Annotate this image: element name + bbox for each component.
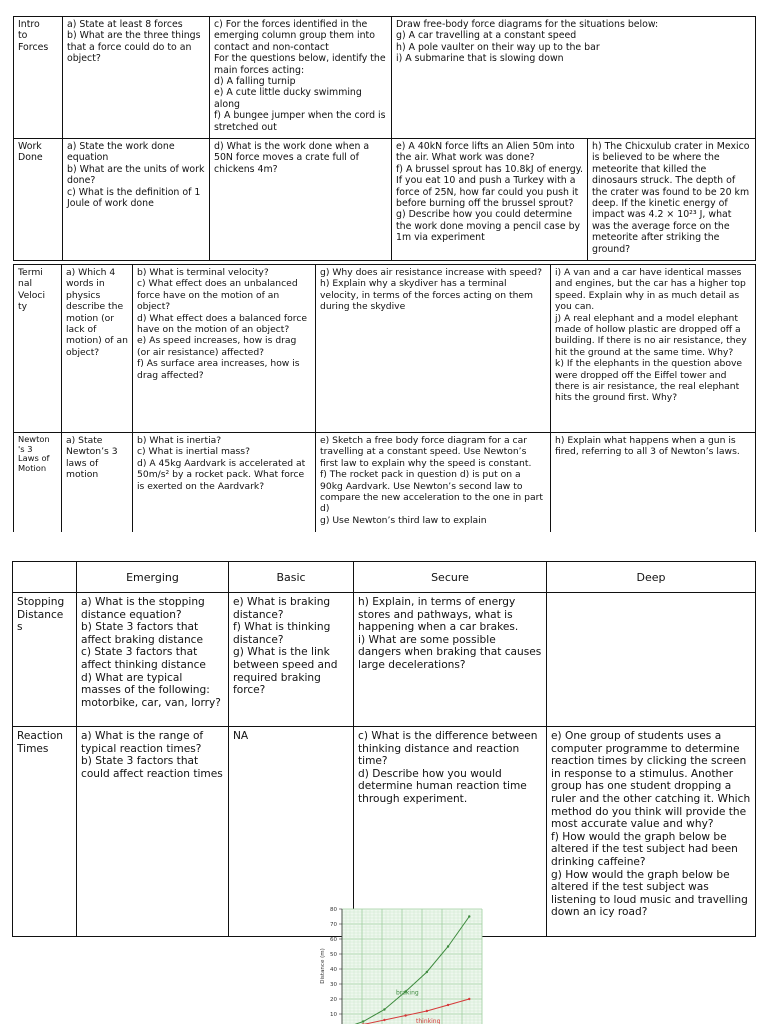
y-tick-label: 60 <box>330 937 337 943</box>
data-point-thinking <box>383 1019 385 1021</box>
newton-deep-questions: h) Explain what happens when a gun is fired, referring to all 3 of Newton’s laws. <box>551 433 756 533</box>
data-point-thinking <box>426 1010 428 1012</box>
data-point-braking <box>426 971 428 973</box>
intro-emerging-questions: a) State at least 8 forces b) What are the three things that a force could do to an object? <box>63 17 210 139</box>
work-done-table <box>13 138 756 261</box>
terminal-basic-questions: b) What is terminal velocity? c) What effect does an unbalanced force have on the motion of an object? d) What effect does a balanced force have on the motion of an object? e) As speed increases, how is drag (or air resistance) affected? f) As surface area increases, how is drag affected? <box>133 265 316 433</box>
stopping-distance-graph <box>316 904 488 1024</box>
y-tick-label: 30 <box>330 982 337 988</box>
header-emerging: Emerging <box>77 562 229 593</box>
terminal-emerging-questions: a) Which 4 words in physics describe the motion (or lack of motion) of an object? <box>62 265 133 433</box>
terminal-newton-section <box>13 264 758 532</box>
newton-secure-questions: e) Sketch a free body force diagram for a car travelling at a constant speed. Use Newton’s first law to explain why the speed is constant. f) The rocket pack in question d) is put on a 90kg Aardvark. Use Newton’s second law to compare the new acceleration to the one in part d) g) Use Newton’s third law to explain <box>316 433 551 533</box>
series-label-braking: braking <box>396 989 419 997</box>
y-tick-label: 70 <box>330 922 337 928</box>
terminal-deep-questions: i) A van and a car have identical masses and engines, but the car has a higher top speed. Explain why in as much detail as you can. j) A real elephant and a model elephant made of hollow plastic are dropped off a building. If there is no air resistance, they hit the ground at the same time. Why? k) If the elephants in the question above were dropped off the Eiffel tower and there is air resistance, the real elephant hits the ground first. Why? <box>551 265 756 433</box>
reaction-deep-questions: e) One group of students uses a computer programme to determine reaction times by clicking the screen in response to a stimulus. Another group has one student dropping a ruler and the other catching it. Which method do you think will provide the most accurate value and why? f) How would the graph below be altered if the test subject had been drinking caffeine? g) How would the graph below be altered if the test subject was listening to loud music and travelling down an icy road? <box>547 727 756 937</box>
data-point-braking <box>447 945 449 947</box>
topic-stopping-distances: Stopping Distance s <box>13 593 77 727</box>
topic-reaction-times: Reaction Times <box>13 727 77 937</box>
intro-secure-questions: Draw free-body force diagrams for the situations below: g) A car travelling at a constant speed h) A pole vaulter on their way up to the bar i) A submarine that is slowing down <box>392 17 756 139</box>
stopping-emerging-questions: a) What is the stopping distance equation? b) State 3 factors that affect braking distance c) State 3 factors that affect thinking distance d) What are typical masses of the following: motorbike, car, van, lorry? <box>77 593 229 727</box>
y-tick-label: 10 <box>330 1012 337 1018</box>
y-tick-label: 80 <box>330 907 337 913</box>
topic-intro-to-forces: Intro to Forces <box>14 17 63 139</box>
header-deep: Deep <box>547 562 756 593</box>
data-point-thinking <box>468 998 470 1000</box>
series-label-thinking: thinking <box>416 1018 441 1024</box>
stopping-basic-questions: e) What is braking distance? f) What is thinking distance? g) What is the link between speed and required braking force? <box>229 593 354 727</box>
data-point-braking <box>362 1020 364 1022</box>
terminal-velocity-table <box>13 264 756 532</box>
reaction-basic-questions: NA <box>229 727 354 937</box>
intro-forces-table <box>13 16 756 139</box>
header-topic <box>13 562 77 593</box>
y-tick-label: 50 <box>330 952 337 958</box>
data-point-braking <box>383 1008 385 1010</box>
intro-basic-questions: c) For the forces identified in the emerging column group them into contact and non-contact For the questions below, identify the main forces acting: d) A falling turnip e) A cute little ducky swimming along f) A bungee jumper when the cord is stretched out <box>210 17 392 139</box>
stopping-reaction-table <box>12 561 756 937</box>
header-basic: Basic <box>229 562 354 593</box>
y-tick-label: 40 <box>330 967 337 973</box>
work-emerging-questions: a) State the work done equation b) What are the units of work done? c) What is the definition of 1 Joule of work done <box>63 139 210 261</box>
y-axis-label: Distance (m) <box>320 948 326 984</box>
work-deep-questions: h) The Chicxulub crater in Mexico is believed to be where the meteorite that killed the dinosaurs struck. The depth of the crater was found to be 20 km deep. If the kinetic energy of impact was 4.2 × 10²³ J, what was the average force on the meteorite after striking the ground? <box>588 139 756 261</box>
reaction-emerging-questions: a) What is the range of typical reaction times? b) State 3 factors that could affect reaction times <box>77 727 229 937</box>
header-secure: Secure <box>354 562 547 593</box>
data-point-thinking <box>447 1004 449 1006</box>
stopping-secure-questions: h) Explain, in terms of energy stores and pathways, what is happening when a car brakes. i) What are some possible dangers when braking that causes large decelerations? <box>354 593 547 727</box>
work-basic-questions: d) What is the work done when a 50N force moves a crate full of chickens 4m? <box>210 139 392 261</box>
topic-terminal-velocity: Termi nal Veloci ty <box>14 265 62 433</box>
topic-newtons-laws: Newton 's 3 Laws of Motion <box>14 433 62 533</box>
topic-work-done: Work Done <box>14 139 63 261</box>
plot-background <box>342 909 482 1024</box>
reaction-secure-questions: c) What is the difference between thinking distance and reaction time? d) Describe how you would determine human reaction time through experiment. <box>354 727 547 937</box>
terminal-secure-questions: g) Why does air resistance increase with speed? h) Explain why a skydiver has a terminal velocity, in terms of the forces acting on them during the skydive <box>316 265 551 433</box>
newton-emerging-questions: a) State Newton’s 3 laws of motion <box>62 433 133 533</box>
y-tick-label: 20 <box>330 997 337 1003</box>
data-point-braking <box>468 915 470 917</box>
stopping-deep-questions <box>547 593 756 727</box>
work-secure-questions: e) A 40kN force lifts an Alien 50m into the air. What work was done? f) A brussel sprout has 10.8kJ of energy. If you eat 10 and push a Turkey with a force of 25N, how far could you push it before burning off the brussel sprout? g) Describe how you could determine the work done moving a pencil case by 1m via experiment <box>392 139 588 261</box>
data-point-thinking <box>404 1014 406 1016</box>
newton-basic-questions: b) What is inertia? c) What is inertial mass? d) A 45kg Aardvark is accelerated at 50m/s² by a rocket pack. What force is exerted on the Aardvark? <box>133 433 316 533</box>
